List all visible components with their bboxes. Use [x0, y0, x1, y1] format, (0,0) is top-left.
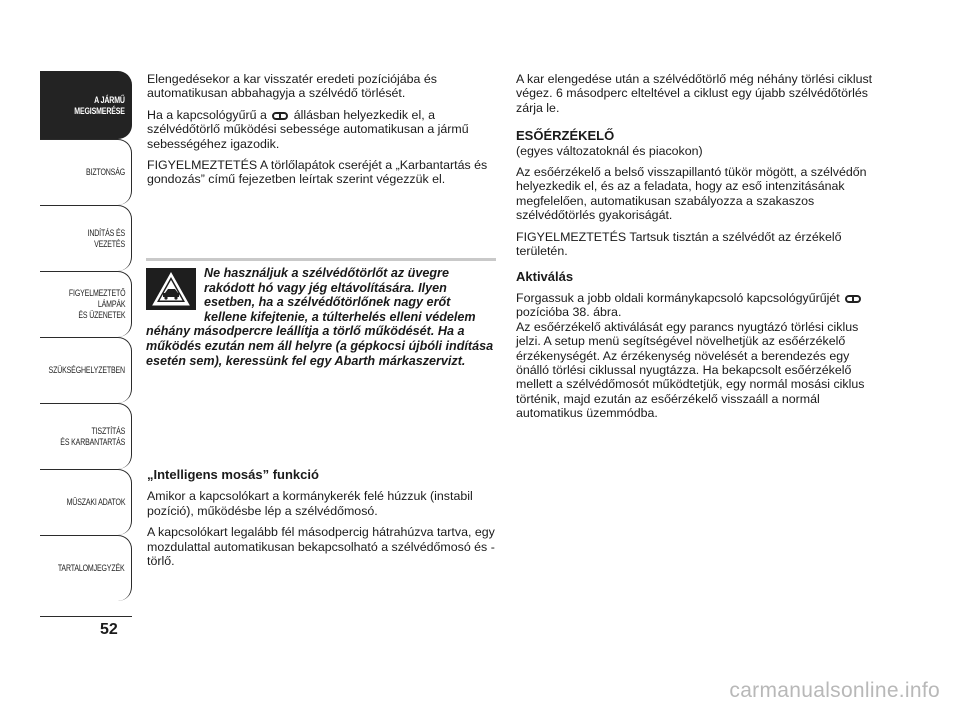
paragraph: A kapcsolókart legalább fél másodpercig hátrahúzva tartva, egy mozdulattal automatikusan bekapcsolható a szélvédőmosó és -törlő. [147, 525, 495, 569]
paragraph [516, 291, 881, 421]
auto-position-symbol-icon [272, 112, 288, 120]
tab-starting-driving[interactable] [40, 205, 132, 271]
section-heading: ESŐÉRZÉKELŐ [516, 128, 615, 144]
tab-label: FIGYELMEZTETŐ LÁMPÁK ÉS ÜZENETEK [68, 288, 125, 320]
tab-label: BIZTONSÁG [85, 167, 125, 177]
tab-technical-data[interactable] [40, 469, 132, 535]
page-number-divider [40, 616, 132, 617]
paragraph: A kar elengedése után a szélvédőtörlő még néhány törlési ciklust végez. 6 másodperc elteltével a ciklust egy újabb szélvédőtörlés zárja le. [516, 72, 873, 115]
watermark: carmanualsonline.info [729, 679, 940, 702]
section-heading: Aktiválás [516, 269, 574, 285]
tab-emergency[interactable] [40, 337, 132, 403]
tab-label: TISZTÍTÁS ÉS KARBANTARTÁS [60, 425, 125, 447]
warning-divider [146, 258, 496, 261]
auto-position-symbol-icon [845, 295, 861, 303]
paragraph: FIGYELMEZTETÉS A törlőlapátok cseréjét a „Karbantartás és gondozás” című fejezetben leírtak szerint végezzük el. [147, 158, 488, 187]
chapter-tabs [40, 71, 132, 601]
paragraph-text: állásban helyezkedik el, a szélvédőtörlő működési sebessége automatikusan a jármű sebességéhez igazodik. [147, 107, 469, 151]
paragraph [147, 108, 497, 151]
tab-label: A JÁRMŰ MEGISMERÉSE [74, 94, 125, 116]
section-subtitle: (egyes változatoknál és piacokon) [516, 143, 703, 158]
paragraph: Elengedésekor a kar visszatér eredeti pozíciójába és automatikusan abbahagyja a szélvédő törlését. [147, 72, 437, 101]
paragraph: Amikor a kapcsolókart a kormánykerék felé húzzuk (instabil pozíció), működésbe lép a szélvédőmosó. [147, 489, 473, 518]
paragraph: Az esőérzékelő a belső visszapillantó tükör mögött, a szélvédőn helyezkedik el, és az a feladata, hogy az eső intenzitásának megfelelően, automatikusan szabályozza a szakaszos szélvédőtörlés gyakoriságát. [516, 165, 867, 223]
paragraph-text: Az esőérzékelő aktiválását egy parancs nyugtázó törlési ciklus jelzi. A setup menü segítségével növelhetjük az esőérzékelő érzékenységét. Az érzékenység növelését a berendezés egy önálló törlési ciklussal nyugtázza. Ha bekapcsolt esőérzékelő mellett a szélvédőmosót működtetjük, egy normál mosási ciklus történik, majd ezután az esőérzékelő visszaáll a normál automatikus üzemmódba. [516, 319, 865, 421]
paragraph-text: Ha a kapcsológyűrű a [147, 107, 267, 122]
tab-vehicle-overview[interactable] [40, 71, 132, 139]
warning-text: Ne használjuk a szélvédőtörlőt az üvegre rakódott hó vagy jég eltávolítására. Ilyen esetben, ha a szélvédőtörlőnek nagy erőt kellene kifejtenie, a túlterhelés elleni védelem néhány másodpercre leállítja a törlő működését. Ha a működés ezután nem áll helyre (a gépkocsi újbóli indítása esetén sem), keressünk fel egy Abarth márkaszervizt. [146, 266, 494, 368]
tab-maintenance[interactable] [40, 403, 132, 469]
right-column [516, 72, 881, 421]
tab-warning-lights[interactable] [40, 271, 132, 337]
tab-label: INDÍTÁS ÉS VEZETÉS [87, 227, 125, 249]
paragraph-text: pozícióba 38. ábra. [516, 305, 622, 320]
tab-label: TARTALOMJEGYZÉK [58, 563, 125, 573]
page-number: 52 [100, 621, 118, 638]
tab-safety[interactable] [40, 139, 132, 205]
paragraph-text: Forgassuk a jobb oldali kormánykapcsoló kapcsológyűrűjét [516, 290, 840, 305]
warning-triangle-car-icon [146, 268, 196, 310]
tab-label: SZÜKSÉGHELYZETBEN [48, 365, 125, 375]
left-column [147, 72, 497, 194]
smart-wash-section [147, 468, 497, 575]
warning-box [146, 266, 496, 368]
tab-index[interactable] [40, 535, 132, 601]
paragraph: FIGYELMEZTETÉS Tartsuk tisztán a szélvédőt az érzékelő területén. [516, 229, 842, 259]
section-heading: „Intelligens mosás” funkció [147, 467, 319, 482]
tab-label: MŰSZAKI ADATOK [66, 497, 125, 507]
